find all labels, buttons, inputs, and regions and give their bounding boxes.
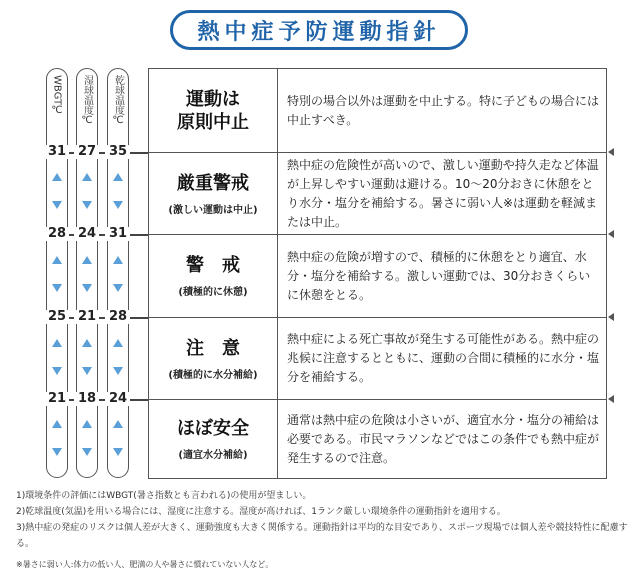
- dry-bulb-threshold-1: 35: [105, 145, 131, 159]
- scale-wbgt-unit: ℃: [51, 105, 63, 117]
- arrow-up-icon: [82, 256, 92, 264]
- arrow-down-icon: [82, 367, 92, 375]
- scale-wet-bulb-name: 湿球温度: [81, 75, 93, 115]
- wet-bulb-threshold-1: 27: [74, 145, 100, 159]
- footnotes: [16, 488, 636, 573]
- threshold-connector: [130, 317, 148, 319]
- wet-bulb-threshold-4: 18: [74, 392, 100, 406]
- threshold-connector: [130, 234, 148, 236]
- level-cell: [149, 400, 278, 478]
- boundary-marker-icon: [608, 395, 614, 403]
- arrow-up-icon: [113, 173, 123, 181]
- scale-dry-bulb-name: 乾球温度: [112, 75, 124, 115]
- boundary-marker-icon: [608, 148, 614, 156]
- arrow-down-icon: [113, 448, 123, 456]
- wbgt-threshold-3: 25: [44, 310, 70, 324]
- level-subtitle: (積極的に水分補給): [168, 369, 258, 381]
- arrow-up-icon: [52, 173, 62, 181]
- arrow-down-icon: [113, 284, 123, 292]
- arrow-down-icon: [113, 201, 123, 209]
- level-subtitle: (適宜水分補給): [178, 450, 248, 461]
- level-name: 厳重警戒: [177, 172, 249, 194]
- wbgt-threshold-4: 21: [44, 392, 70, 406]
- level-description: 通常は熱中症の危険は小さいが、適宜水分・塩分の補給は必要である。市民マラソンなどではこの条件でも熱中症が発生するので注意。: [287, 412, 600, 465]
- level-description: 熱中症の危険が増すので、積極的に休憩をとり適宜、水分・塩分を補給する。激しい運動では、30分おきくらいに休憩をとる。: [287, 249, 591, 302]
- wet-bulb-threshold-2: 24: [74, 227, 100, 241]
- wbgt-threshold-1: 31: [44, 145, 70, 159]
- level-description: 特別の場合以外は運動を中止する。特に子どもの場合には中止すべき。: [287, 93, 600, 127]
- scale-wbgt-name: WBGT: [51, 75, 63, 106]
- footnote-sensitive-people: ※暑さに弱い人:体力の低い人、肥満の人や暑さに慣れていない人など。: [16, 560, 274, 569]
- level-description: 熱中症による死亡事故が発生する可能性がある。熱中症の兆候に注意するとともに、運動の合間に積極的に水分・塩分を補給する。: [287, 332, 600, 384]
- level-cell: [149, 235, 278, 317]
- arrow-up-icon: [82, 173, 92, 181]
- page-title: 熱中症予防運動指針: [197, 19, 441, 45]
- threshold-connector: [130, 152, 148, 154]
- threshold-connector: [130, 399, 148, 401]
- level-row-warning: [149, 235, 606, 318]
- arrow-down-icon: [82, 201, 92, 209]
- dry-bulb-threshold-2: 31: [105, 227, 131, 241]
- title-banner: [170, 10, 468, 50]
- wet-bulb-threshold-3: 21: [74, 310, 100, 324]
- level-row-severe-warning: [149, 153, 606, 235]
- level-row-stop: [149, 69, 606, 153]
- level-name: 注 意: [186, 337, 240, 359]
- level-name: ほぼ安全: [177, 418, 249, 439]
- level-name: 運動は 原則中止: [177, 88, 249, 133]
- level-cell: [149, 318, 278, 399]
- arrow-down-icon: [113, 367, 123, 375]
- wbgt-threshold-2: 28: [44, 227, 70, 241]
- scale-dry-bulb-unit: ℃: [112, 115, 124, 126]
- note-2: 2)乾球温度(気温)を用いる場合には、湿度に注意する。湿度が高ければ、1ランク厳しい環境条件の運動指針を適用する。: [16, 507, 506, 517]
- arrow-up-icon: [113, 256, 123, 264]
- level-subtitle: (激しい運動は中止): [168, 204, 258, 216]
- arrow-up-icon: [113, 420, 123, 428]
- arrow-up-icon: [82, 420, 92, 428]
- scale-wet-bulb-unit: ℃: [81, 115, 93, 126]
- guideline-table: [148, 68, 607, 479]
- boundary-marker-icon: [608, 313, 614, 321]
- level-subtitle: (積極的に休憩): [178, 287, 248, 298]
- scale-dry-bulb: [107, 68, 129, 478]
- dry-bulb-threshold-3: 28: [105, 310, 131, 324]
- arrow-down-icon: [52, 448, 62, 456]
- level-row-safe: [149, 400, 606, 478]
- scale-wbgt: [46, 68, 68, 478]
- arrow-up-icon: [52, 256, 62, 264]
- arrow-up-icon: [113, 339, 123, 347]
- boundary-marker-icon: [608, 230, 614, 238]
- arrow-down-icon: [52, 201, 62, 209]
- level-cell: [149, 153, 278, 234]
- arrow-up-icon: [52, 339, 62, 347]
- dry-bulb-threshold-4: 24: [105, 392, 131, 406]
- arrow-up-icon: [82, 339, 92, 347]
- level-description: 熱中症の危険性が高いので、激しい運動や持久走など体温が上昇しやすい運動は避ける。10〜20分おきに休憩をとり水分・塩分を補給する。暑さに弱い人※は運動を軽減または中止。: [287, 157, 599, 229]
- arrow-up-icon: [52, 420, 62, 428]
- level-cell: [149, 69, 278, 152]
- arrow-down-icon: [82, 448, 92, 456]
- arrow-down-icon: [52, 284, 62, 292]
- arrow-down-icon: [82, 284, 92, 292]
- note-3: 3)熱中症の発症のリスクは個人差が大きく、運動強度も大きく関係する。運動指針は平均的な目安であり、スポーツ現場では個人差や競技特性に配慮する。: [16, 523, 628, 549]
- arrow-down-icon: [52, 367, 62, 375]
- note-1: 1)環境条件の評価にはWBGT(暑さ指数とも言われる)の使用が望ましい。: [16, 491, 312, 501]
- level-name: 警 戒: [186, 255, 240, 276]
- scale-wet-bulb: [76, 68, 98, 478]
- level-row-caution: [149, 318, 606, 400]
